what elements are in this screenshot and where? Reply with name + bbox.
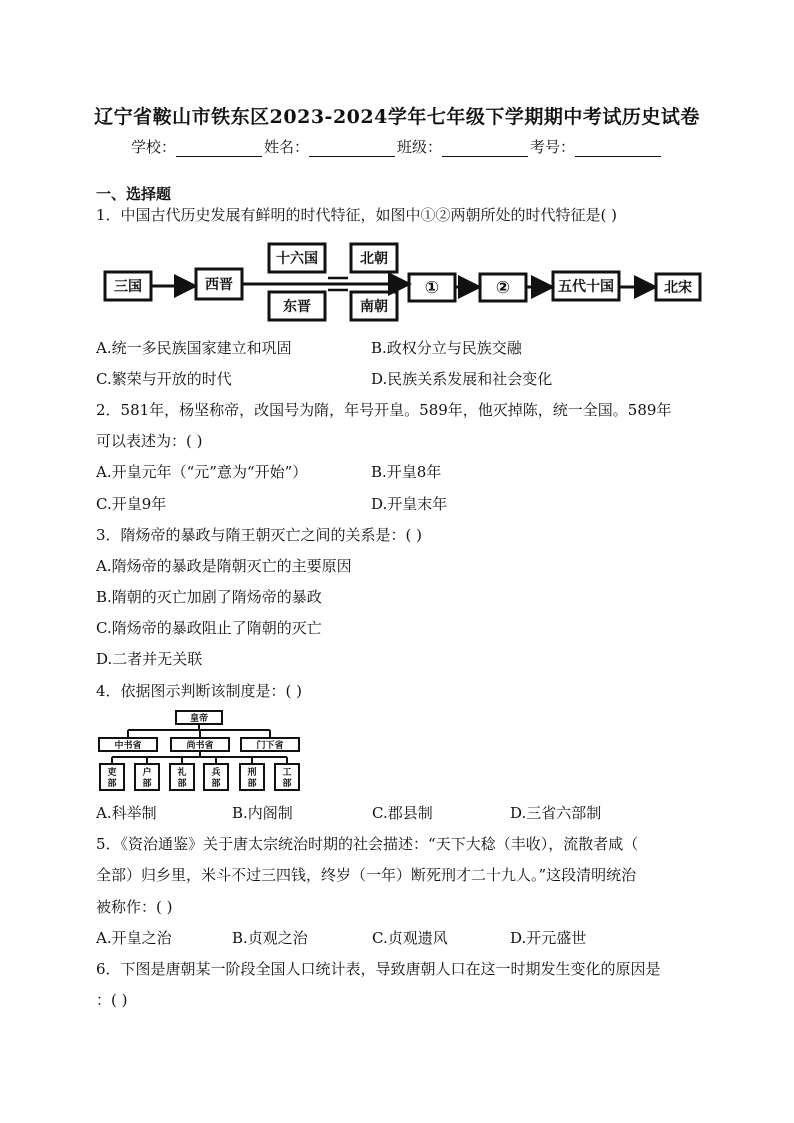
q5-stem-line2: 全部）归乡里，米斗不过三四钱，终岁（一年）断死刑才二十九人。”这段清明统治 bbox=[96, 866, 637, 884]
diagram-hubu: 户 bbox=[142, 768, 152, 778]
school-label: 学校： bbox=[130, 138, 176, 156]
q2-stem-line1: 2．581年，杨坚称帝，改国号为隋，年号开皇。589年，他灭掉陈，统一全国。589年 bbox=[96, 401, 672, 419]
q5-option-c[interactable]: C.贞观遗风 bbox=[372, 929, 448, 947]
q6-stem-line2: ：( ) bbox=[96, 991, 128, 1009]
diagram-box-nanchao: 南朝 bbox=[360, 299, 388, 315]
q3-option-b[interactable]: B.隋朝的灭亡加剧了隋炀帝的暴政 bbox=[96, 588, 322, 606]
student-info-line bbox=[0, 136, 794, 157]
q6-stem-line1: 6．下图是唐朝某一阶段全国人口统计表，导致唐朝人口在这一时期发生变化的原因是 bbox=[96, 960, 661, 978]
svg-text:刑部: 刑部 bbox=[247, 768, 257, 789]
q1-option-d[interactable]: D.民族关系发展和社会变化 bbox=[371, 370, 553, 388]
diagram-box-1: ① bbox=[424, 278, 440, 298]
number-label: 考号： bbox=[530, 138, 576, 156]
diagram-box-beisong: 北宋 bbox=[664, 280, 692, 296]
q1-option-c[interactable]: C.繁荣与开放的时代 bbox=[96, 370, 232, 388]
diagram-emperor: 皇帝 bbox=[189, 714, 209, 724]
diagram-bingbu: 兵 bbox=[211, 768, 221, 778]
svg-text:户部: 户部 bbox=[142, 768, 152, 789]
q5-option-a[interactable]: A.开皇之治 bbox=[96, 929, 172, 947]
svg-text:吏部: 吏部 bbox=[107, 768, 117, 789]
q1-option-b[interactable]: B.政权分立与民族交融 bbox=[371, 339, 522, 357]
class-blank[interactable] bbox=[442, 141, 528, 157]
q2-option-a[interactable]: A.开皇元年（“元”意为“开始”） bbox=[96, 463, 308, 481]
q4-option-d[interactable]: D.三省六部制 bbox=[510, 804, 602, 822]
diagram-box-xijin: 西晋 bbox=[205, 277, 233, 293]
q1-stem: 1．中国古代历史发展有鲜明的时代特征，如图中①②两朝所处的时代特征是( ) bbox=[96, 206, 618, 224]
q4-option-b[interactable]: B.内阁制 bbox=[232, 804, 293, 822]
diagram-menxia: 门下省 bbox=[256, 741, 284, 751]
q5-stem-line1: 5．《资治通鉴》关于唐太宗统治时期的社会描述：“天下大稔（丰收），流散者咸（ bbox=[96, 835, 639, 853]
class-label: 班级： bbox=[397, 138, 443, 156]
diagram-box-wudai: 五代十国 bbox=[558, 279, 614, 295]
svg-text:礼部: 礼部 bbox=[177, 768, 187, 789]
svg-text:工部: 工部 bbox=[282, 768, 292, 789]
diagram-zhongshu: 中书省 bbox=[114, 741, 142, 751]
diagram-shangshu: 尚书省 bbox=[186, 741, 214, 751]
diagram-libu-rites: 礼 bbox=[177, 768, 187, 778]
q4-stem: 4．依据图示判断该制度是：( ) bbox=[96, 682, 303, 700]
q5-stem-line3: 被称作：( ) bbox=[96, 898, 173, 916]
q3-stem: 3．隋炀帝的暴政与隋王朝灭亡之间的关系是：( ) bbox=[96, 526, 423, 544]
exam-title: 辽宁省鞍山市铁东区2023-2024学年七年级下学期期中考试历史试卷 bbox=[94, 106, 700, 128]
q3-option-d[interactable]: D.二者并无关联 bbox=[96, 650, 203, 668]
name-blank[interactable] bbox=[309, 141, 395, 157]
q2-option-b[interactable]: B.开皇8年 bbox=[371, 463, 442, 481]
q3-option-a[interactable]: A.隋炀帝的暴政是隋朝灭亡的主要原因 bbox=[96, 557, 352, 575]
q1-dynasty-diagram bbox=[100, 238, 705, 323]
school-blank[interactable] bbox=[176, 141, 262, 157]
number-blank[interactable] bbox=[575, 141, 661, 157]
diagram-box-dongjin: 东晋 bbox=[283, 299, 311, 315]
section-heading: 一、选择题 bbox=[96, 185, 172, 203]
q4-option-c[interactable]: C.郡县制 bbox=[372, 804, 433, 822]
diagram-libu-official: 吏 bbox=[107, 768, 117, 778]
diagram-gongbu: 工 bbox=[282, 768, 292, 778]
q2-option-d[interactable]: D.开皇末年 bbox=[371, 495, 448, 513]
diagram-box-shiliuguo: 十六国 bbox=[276, 251, 318, 267]
q5-option-b[interactable]: B.贞观之治 bbox=[232, 929, 308, 947]
q5-option-d[interactable]: D.开元盛世 bbox=[510, 929, 587, 947]
q4-option-a[interactable]: A.科举制 bbox=[96, 804, 157, 822]
diagram-xingbu: 刑 bbox=[247, 768, 257, 778]
q1-option-a[interactable]: A.统一多民族国家建立和巩固 bbox=[96, 339, 292, 357]
q2-option-c[interactable]: C.开皇9年 bbox=[96, 495, 167, 513]
q4-system-diagram bbox=[96, 708, 306, 792]
diagram-box-sanguo: 三国 bbox=[114, 279, 142, 295]
diagram-box-2: ② bbox=[495, 278, 511, 298]
q2-stem-line2: 可以表述为：( ) bbox=[96, 432, 203, 450]
diagram-box-beichao: 北朝 bbox=[360, 251, 388, 267]
name-label: 姓名： bbox=[263, 138, 309, 156]
svg-text:兵部: 兵部 bbox=[211, 768, 221, 789]
q3-option-c[interactable]: C.隋炀帝的暴政阻止了隋朝的灭亡 bbox=[96, 619, 322, 637]
